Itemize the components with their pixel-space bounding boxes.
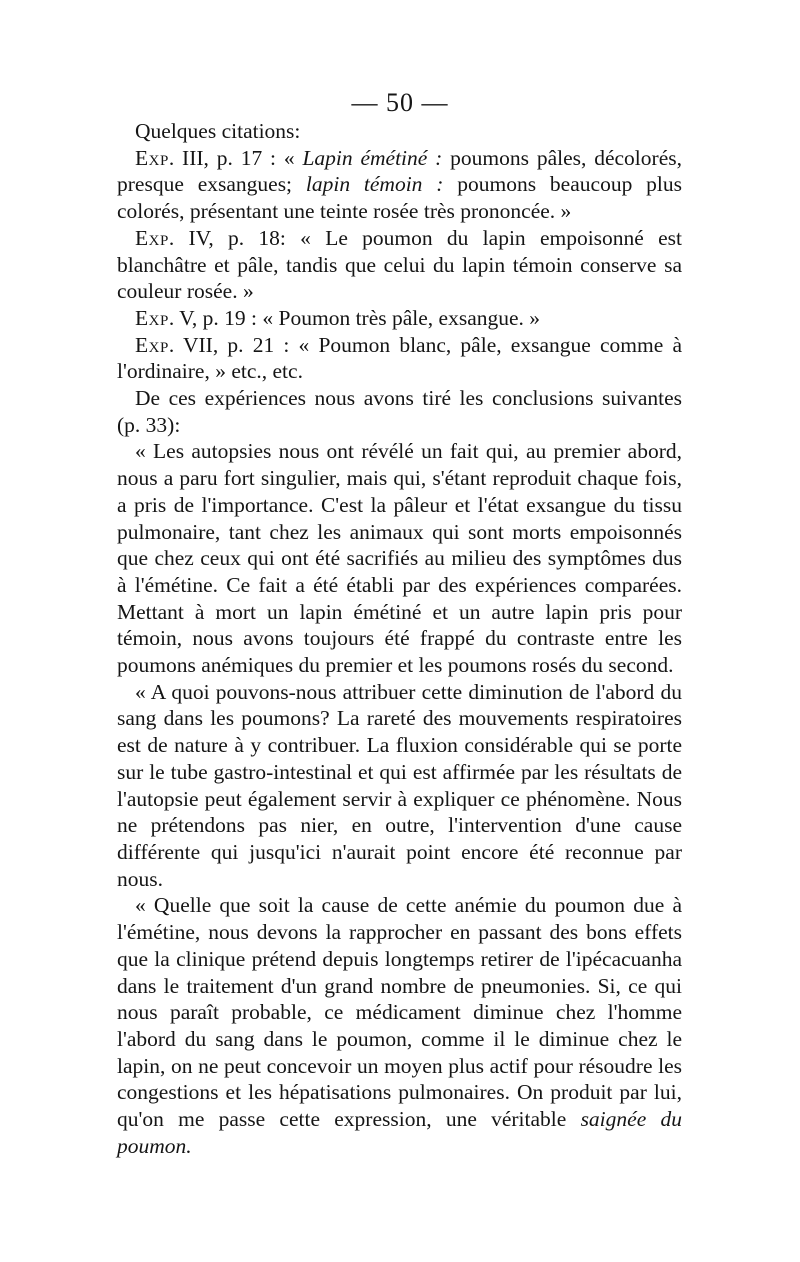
exp-label: Exp (135, 225, 169, 250)
italic-phrase: lapin témoin : (305, 172, 444, 197)
quote-paragraph-3 (117, 892, 682, 1159)
citation-text: . VII, p. 21 : « Poumon blanc, pâle, exsangue comme à l'ordinaire, » etc., etc. (117, 332, 682, 384)
quote-paragraph-1: « Les autopsies nous ont révélé un fait qui, au premier abord, nous a paru fort singulier, mais qui, s'étant reproduit chaque fois, a pris de l'importance. C'est la pâleur et l'état exsangue du tissu pulmonaire, tant chez les animaux qui sont morts empoisonnés que chez ceux qui ont été sacrifiés au milieu des symptômes dus à l'émétine. Ce fait a été établi par des expériences comparées. Mettant à mort un lapin émétiné et un autre lapin pris pour témoin, nous avons toujours été frappé du contraste entre les poumons anémiques du premier et les poumons rosés du second. (117, 439, 682, 678)
italic-phrase: saignée du poumon. (117, 1107, 682, 1158)
quote-paragraph-2: « A quoi pouvons-nous attribuer cette diminution de l'abord du sang dans les poumons? La rareté des mouvements respiratoires est de nature à y contribuer. La fluxion considérable qui se porte sur le tube gastro-intestinal et qui est affirmée par les résultats de l'autopsie peut également servir à expliquer ce phénomène. Nous ne prétendons pas nier, en outre, l'intervention d'une cause différente qui jusqu'ici n'aurait point encore été reconnue par nous. (117, 679, 682, 891)
italic-phrase: Lapin émétiné : (302, 145, 443, 170)
citation-text: . V, p. 19 : « Poumon très pâle, exsangue. » (168, 305, 541, 330)
quote-text: « Quelle que soit la cause de cette anémie du poumon due à l'émétine, nous devons la rapprocher en passant des bons effets que la clinique prétend depuis longtemps retirer de l'ipécacuanha dans le traitement d'un grand nombre de pneumonies. Si, ce qui nous paraît probable, ce médicament diminue chez l'homme l'abord du sang dans le poumon, comme il le diminue chez le lapin, on ne peut concevoir un moyen plus actif pour résoudre les congestions et les hépatisations pulmonaires. On produit par lui, qu'on me passe cette expression, une véritable (117, 893, 682, 1132)
citation-ref: . III, p. 17 : « (168, 145, 303, 170)
citation-exp-3 (117, 145, 682, 225)
citation-text: . IV, p. 18: « Le poumon du lapin empoisonné est blanchâtre et pâle, tandis que celui du lapin témoin conserve sa couleur rosée. » (117, 225, 682, 304)
exp-label: Exp (135, 305, 169, 330)
citation-exp-7 (117, 332, 682, 385)
intro-line: Quelques citations: (135, 119, 301, 143)
page-number: — 50 — (351, 88, 449, 117)
citation-text: poumons pâles, décolorés, presque exsangues; (117, 145, 682, 197)
body-text (117, 118, 682, 1159)
conclusion-intro: De ces expériences nous avons tiré les conclusions suivantes (p. 33): (117, 386, 682, 437)
citation-exp-5 (117, 305, 682, 332)
citation-exp-4 (117, 225, 682, 305)
exp-label: Exp (135, 332, 169, 357)
exp-label: Exp (135, 145, 169, 170)
citation-text: poumons beaucoup plus colorés, présentant une teinte rosée très prononcée. » (117, 172, 682, 224)
